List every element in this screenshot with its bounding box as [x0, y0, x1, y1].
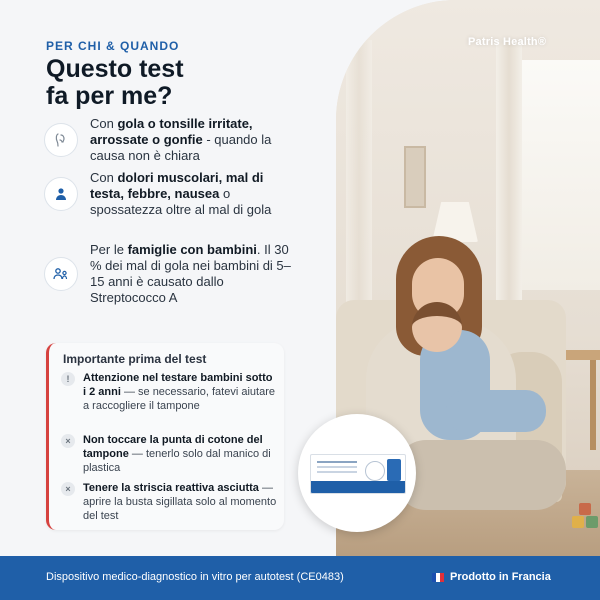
warning-item — [61, 371, 277, 413]
photo-frame — [404, 146, 426, 208]
warning-text: Non toccare la punta di cotone del tampone — tenerlo solo dal manico di plastica — [83, 434, 271, 474]
exclamation-icon: ! — [61, 372, 75, 386]
france-flag-icon — [432, 573, 444, 582]
photo-window — [514, 60, 600, 290]
footer-disclaimer: Dispositivo medico-diagnostico in vitro per autotest (CE0483) — [46, 571, 344, 583]
cross-icon: × — [61, 482, 75, 496]
title-line: fa per me? — [46, 82, 173, 110]
title-line: Questo test — [46, 55, 184, 83]
warning-text: Tenere la striscia reattiva asciutta — aprire la busta sigillata solo al momento del test — [83, 482, 277, 522]
cross-icon: × — [61, 434, 75, 448]
made-in-label: Prodotto in Francia — [450, 571, 551, 583]
warning-item — [61, 481, 277, 523]
test-kit-box — [310, 454, 406, 494]
photo-toy-blocks — [572, 492, 600, 532]
feature-text: Con gola o tonsille irritate, arrossate o gonfie - quando la causa non è chiara — [90, 116, 272, 163]
throat-icon — [44, 123, 78, 157]
warning-item — [61, 433, 277, 475]
feature-text: Per le famiglie con bambini. Il 30 % dei mal di gola nei bambini di 5–15 anni è causato dallo Streptococco A — [90, 242, 291, 305]
photo-mother-legs — [396, 440, 566, 510]
page-title — [46, 56, 326, 110]
footer-bar — [0, 556, 600, 600]
warning-title: Importante prima del test — [63, 352, 207, 366]
feature-item — [44, 116, 294, 164]
family-icon — [44, 257, 78, 291]
product-image — [298, 414, 416, 532]
warning-text: Attenzione nel testare bambini sotto i 2 anni — se necessario, fatevi aiutare a raccogliere il tampone — [83, 372, 275, 412]
person-icon — [44, 177, 78, 211]
photo-child-legs — [446, 390, 546, 432]
photo-child-head — [412, 302, 462, 352]
feature-item — [44, 170, 294, 218]
made-in — [432, 571, 551, 583]
warning-card — [46, 343, 284, 530]
brand-logo: Patris Health® — [468, 36, 547, 48]
feature-text: Con dolori muscolari, mal di testa, febbre, nausea o spossatezza oltre al mal di gola — [90, 170, 272, 217]
feature-item — [44, 242, 294, 306]
section-kicker: PER CHI & QUANDO — [46, 39, 180, 53]
